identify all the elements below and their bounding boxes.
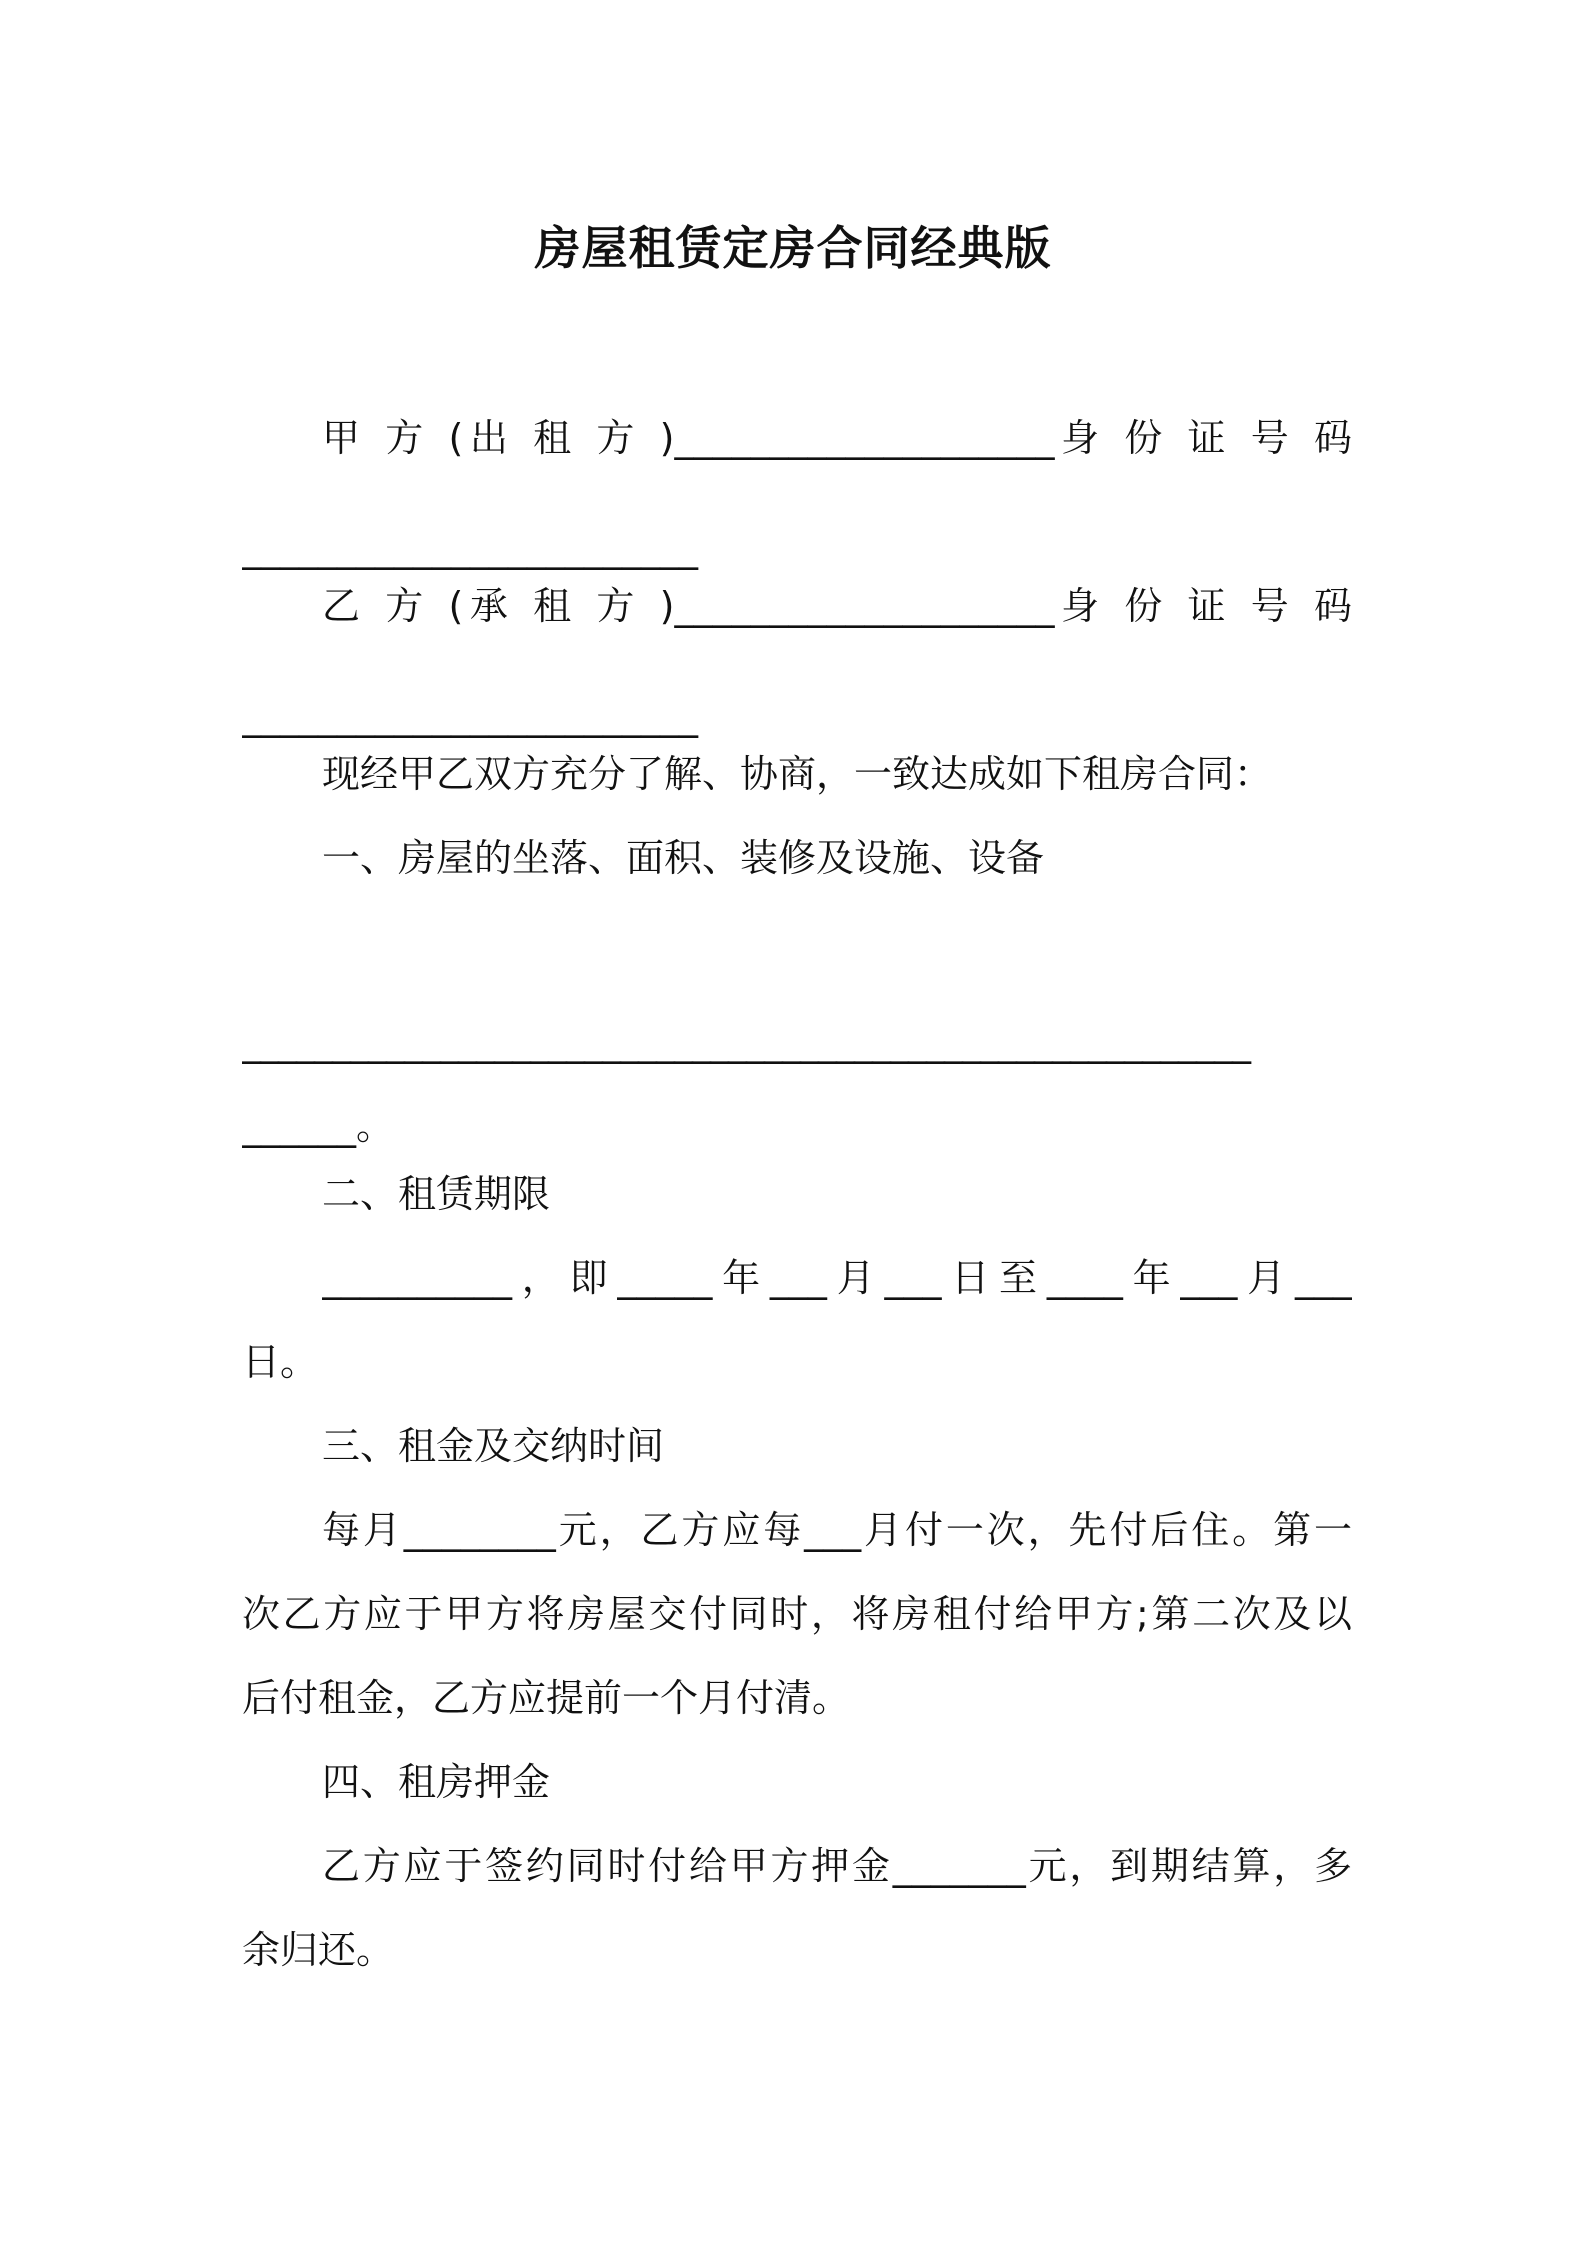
- section-3-text-1: 每月________元，乙方应每___月付一次，先付后住。第一: [322, 1508, 1352, 1552]
- section-1-blank-line: ________________________________________________________: [242, 1020, 1250, 1064]
- intro-paragraph: 现经甲乙双方充分了解、协商，一致达成如下租房合同：: [322, 752, 1273, 796]
- party-a-line: 甲 方 (出 租 方 )____________________身 份 证 号 码: [322, 416, 1352, 460]
- section-2-term-end: 日。: [242, 1340, 319, 1384]
- party-b-line: 乙 方 (承 租 方 )____________________身 份 证 号 码: [322, 584, 1352, 628]
- section-3-heading: 三、租金及交纳时间: [322, 1424, 665, 1468]
- section-1-blank-end: ______。: [242, 1104, 395, 1148]
- section-4-text-2: 余归还。: [242, 1928, 395, 1972]
- section-1-heading: 一、房屋的坐落、面积、装修及设施、设备: [322, 836, 1045, 880]
- section-3-text-2: 次乙方应于甲方将房屋交付同时，将房租付给甲方;第二次及以: [242, 1592, 1352, 1636]
- document-title: 房屋租赁定房合同经典版: [534, 221, 1052, 275]
- section-3-text-3: 后付租金，乙方应提前一个月付清。: [242, 1676, 851, 1720]
- section-2-term-line: __________，即_____年___月___日至____年___月___: [322, 1256, 1352, 1300]
- party-a-id-blank: ________________________: [242, 526, 698, 570]
- section-4-text-1: 乙方应于签约同时付给甲方押金_______元，到期结算，多: [322, 1844, 1352, 1888]
- party-b-id-blank: ________________________: [242, 694, 698, 738]
- section-2-heading: 二、租赁期限: [322, 1172, 551, 1216]
- section-4-heading: 四、租房押金: [322, 1760, 551, 1804]
